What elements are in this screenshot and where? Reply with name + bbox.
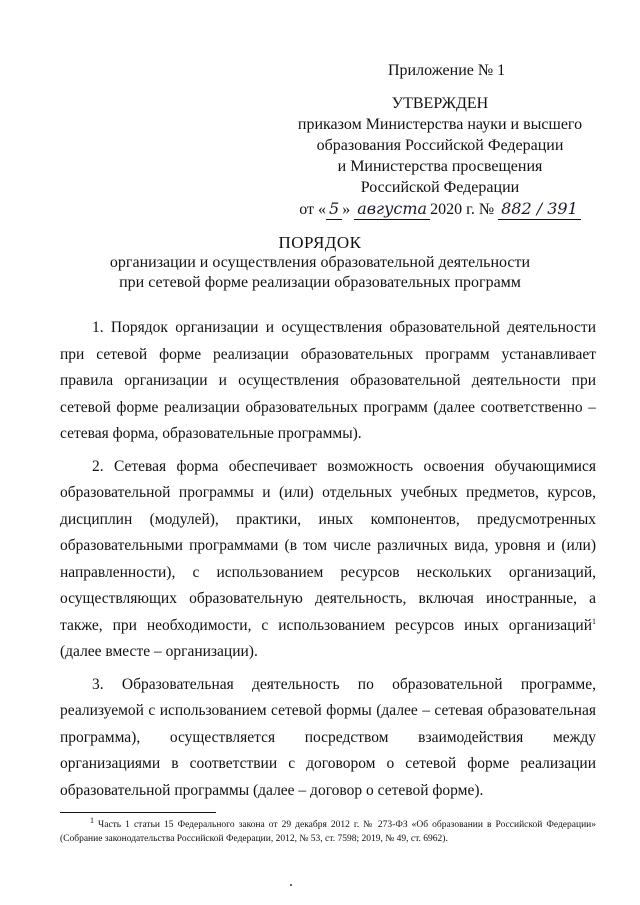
order-date-line <box>290 198 590 220</box>
date-mid: » <box>342 201 351 218</box>
footnote-text: Часть 1 статьи 15 Федерального закона от 29 декабря 2012 г. № 273-ФЗ «Об образовании в Российской Федерации» (Собрание законодательства Российской Федерации, 2012, № 53, ст. 7598; 2019, № 49, ст. 6962). <box>60 820 596 844</box>
date-year: 2020 г. № <box>430 201 495 218</box>
paragraph-1: 1. Порядок организации и осуществления образовательной деятельности при сетевой форме реализации образовательных программ устанавливает правила организации и осуществления образовательной деятельности при сетевой форме реализации образовательных программ (далее соответственно – сетевая форма, образовательные программы). <box>60 319 596 442</box>
paragraph-2 <box>60 454 596 666</box>
paragraph-2-text: 2. Сетевая форма обеспечивает возможность освоения обучающимися образовательной программы и (или) отдельных учебных предметов, курсов, дисциплин (модулей), практики, иных компонентов, предусмотренных образовательными программами (в том числе различных вида, уровня и (или) направленности), с использованием ресурсов нескольких организаций, осуществляющих образовательную деятельность, включая иностранные, а также, при необходимости, с использованием ресурсов иных организаций <box>60 457 596 634</box>
footnote-mark: 1 <box>90 815 94 825</box>
date-prefix: от « <box>299 201 327 218</box>
order-line-2: образования Российской Федерации <box>316 137 564 154</box>
approval-block <box>290 93 590 220</box>
page-mark <box>290 884 292 886</box>
paragraph-3: 3. Образовательная деятельность по образовательной программе, реализуемой с использованием сетевой формы (далее – сетевая образовательная программа), осуществляется посредством взаимодействия между организациями в соответствии с договором о сетевой форме реализации образовательной программы (далее – договор о сетевой форме). <box>60 675 596 799</box>
document-title <box>0 233 640 293</box>
order-line-4: Российской Федерации <box>360 179 520 196</box>
order-number: 882 / 391 <box>498 198 581 220</box>
date-month: августа <box>354 198 430 220</box>
approved-heading: УТВЕРЖДЕН <box>391 95 489 112</box>
title-line-2: при сетевой форме реализации образовательных программ <box>119 274 521 291</box>
order-line-1: приказом Министерства науки и высшего <box>297 116 583 133</box>
date-day: 5 <box>326 198 342 220</box>
title-line-1: организации и осуществления образовательной деятельности <box>109 254 531 271</box>
order-line-3: и Министерства просвещения <box>337 158 543 175</box>
title-main: ПОРЯДОК <box>278 233 362 252</box>
appendix-label: Приложение № 1 <box>388 62 506 79</box>
document-body <box>60 315 596 804</box>
footnote <box>60 815 596 846</box>
footnote-divider <box>60 812 216 813</box>
paragraph-2-tail: (далее вместе – организации). <box>60 643 258 660</box>
footnote-ref: 1 <box>592 616 596 626</box>
